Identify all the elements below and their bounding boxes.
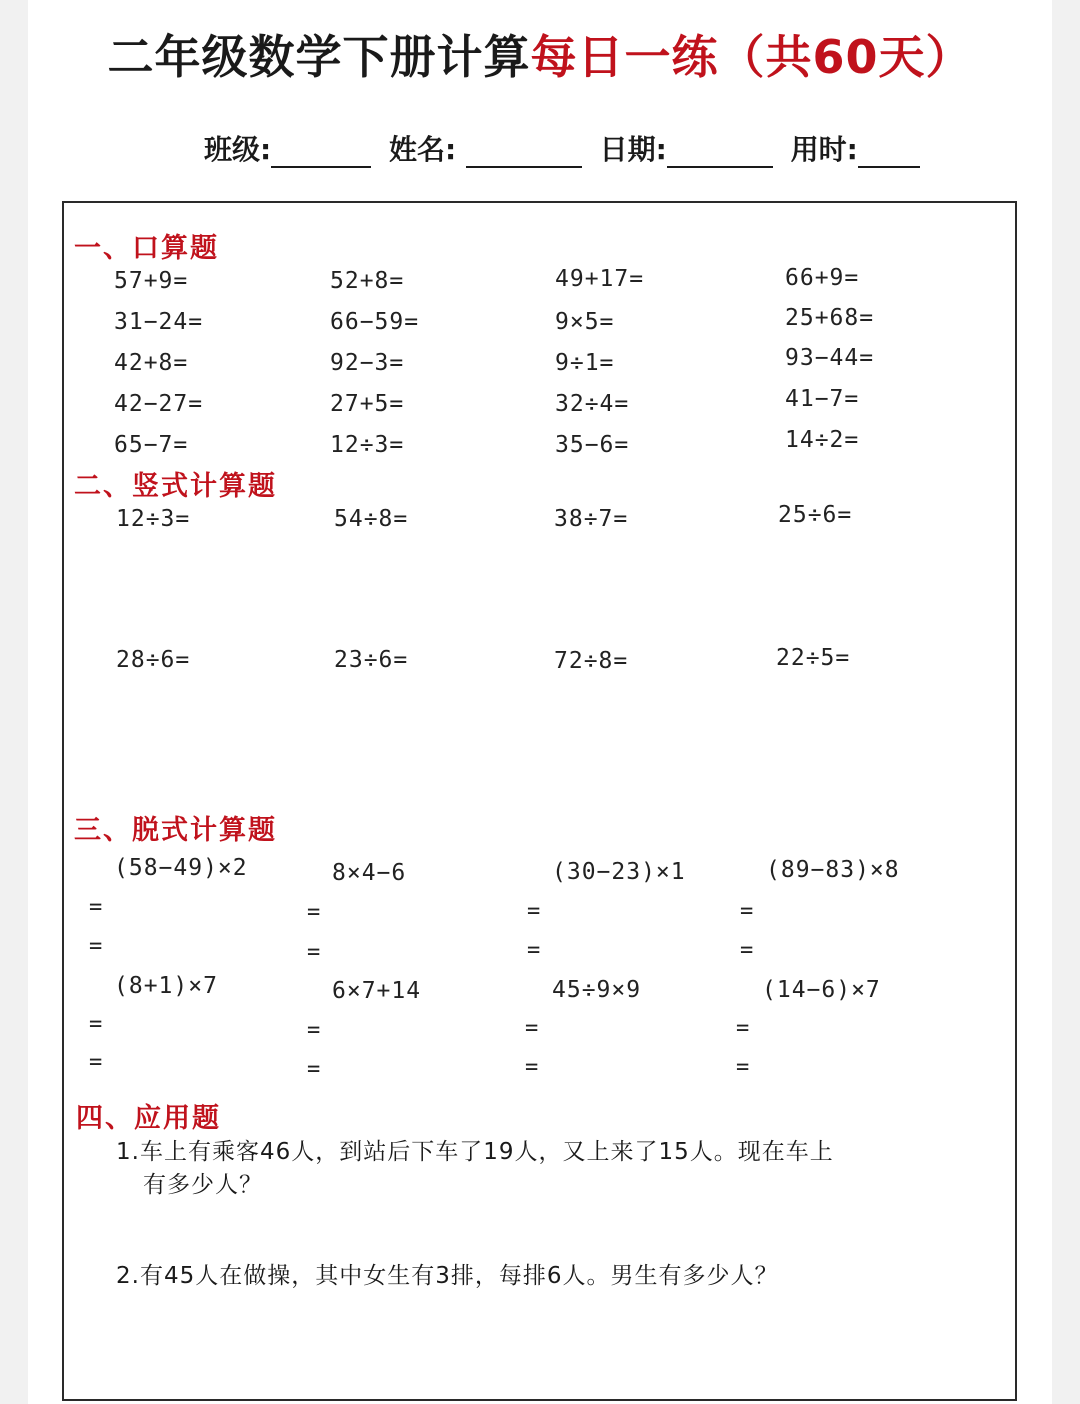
class-label: 班级:	[204, 133, 272, 166]
date-label: 日期:	[599, 133, 667, 166]
vertical-problem: 72÷8=	[554, 648, 629, 674]
oral-problem: 9÷1=	[555, 350, 615, 376]
stepwise-problem: (58−49)×2	[114, 855, 248, 881]
exercise-box	[62, 201, 1017, 1401]
word-problem-1	[116, 1136, 834, 1202]
time-field[interactable]	[791, 128, 928, 168]
stepwise-problem: 6×7+14	[332, 978, 422, 1004]
equals-sign: =	[525, 1055, 539, 1080]
word-problem-1-line2: 有多少人？	[143, 1172, 263, 1198]
equals-sign: =	[740, 938, 754, 963]
oral-problem: 66+9=	[785, 265, 860, 291]
word-problem-2-line1: 2.有45人在做操，其中女生有3排，每排6人。男生有多少人？	[116, 1263, 779, 1289]
date-blank[interactable]	[667, 142, 773, 168]
oral-problem: 41−7=	[785, 386, 860, 412]
time-label: 用时:	[790, 133, 858, 166]
page-title	[28, 30, 1052, 84]
equals-sign: =	[736, 1055, 750, 1080]
word-problem-1-line1: 1.车上有乘客46人，到站后下车了19人，又上来了15人。现在车上	[116, 1139, 834, 1165]
oral-problem: 35−6=	[555, 432, 630, 458]
equals-sign: =	[736, 1016, 750, 1041]
name-label: 姓名:	[388, 133, 457, 166]
stepwise-problem: (89−83)×8	[766, 857, 900, 883]
vertical-problem: 22÷5=	[776, 645, 851, 671]
vertical-problem: 28÷6=	[116, 647, 191, 673]
oral-problem: 32÷4=	[555, 391, 630, 417]
oral-problem: 42−27=	[114, 391, 204, 417]
section-word-heading: 四、应用题	[76, 1103, 221, 1134]
vertical-problem: 23÷6=	[334, 647, 409, 673]
equals-sign: =	[740, 899, 754, 924]
oral-problem: 25+68=	[785, 305, 875, 331]
date-field[interactable]	[600, 128, 781, 168]
name-field[interactable]	[389, 128, 590, 168]
equals-sign: =	[527, 938, 541, 963]
equals-sign: =	[89, 1050, 103, 1075]
vertical-problem: 38÷7=	[554, 506, 629, 532]
stepwise-problem: (8+1)×7	[114, 973, 218, 999]
stepwise-problem: 45÷9×9	[552, 977, 642, 1003]
word-problem-2	[116, 1260, 778, 1293]
oral-problem: 65−7=	[114, 432, 189, 458]
oral-problem: 42+8=	[114, 350, 189, 376]
oral-problem: 12÷3=	[330, 432, 405, 458]
class-blank[interactable]	[271, 142, 371, 168]
vertical-problem: 54÷8=	[334, 506, 409, 532]
equals-sign: =	[527, 899, 541, 924]
vertical-problem: 25÷6=	[778, 502, 853, 528]
equals-sign: =	[307, 1057, 321, 1082]
section-vertical-heading: 二、竖式计算题	[74, 471, 277, 502]
oral-problem: 57+9=	[114, 268, 189, 294]
stepwise-problem: (14−6)×7	[762, 977, 881, 1003]
class-field[interactable]	[204, 128, 379, 168]
section-stepwise-heading: 三、脱式计算题	[74, 815, 277, 846]
equals-sign: =	[307, 900, 321, 925]
equals-sign: =	[307, 1018, 321, 1043]
equals-sign: =	[89, 1012, 103, 1037]
oral-problem: 49+17=	[555, 266, 645, 292]
oral-problem: 14÷2=	[785, 427, 860, 453]
equals-sign: =	[307, 940, 321, 965]
oral-problem: 66−59=	[330, 309, 420, 335]
vertical-problem: 12÷3=	[116, 506, 191, 532]
oral-problem: 9×5=	[555, 309, 615, 335]
stepwise-problem: (30−23)×1	[552, 859, 686, 885]
equals-sign: =	[89, 934, 103, 959]
worksheet-page	[28, 0, 1052, 1404]
oral-problem: 52+8=	[330, 268, 405, 294]
oral-problem: 93−44=	[785, 345, 875, 371]
section-oral-heading: 一、口算题	[74, 233, 219, 264]
equals-sign: =	[525, 1016, 539, 1041]
oral-problem: 92−3=	[330, 350, 405, 376]
name-blank[interactable]	[466, 142, 582, 168]
time-blank[interactable]	[858, 142, 920, 168]
oral-problem: 27+5=	[330, 391, 405, 417]
student-info-row	[204, 128, 928, 168]
title-red-part: 每日一练（共60天）	[530, 30, 973, 84]
stepwise-problem: 8×4−6	[332, 860, 407, 886]
equals-sign: =	[89, 895, 103, 920]
oral-problem: 31−24=	[114, 309, 204, 335]
title-black-part: 二年级数学下册计算	[107, 30, 531, 84]
